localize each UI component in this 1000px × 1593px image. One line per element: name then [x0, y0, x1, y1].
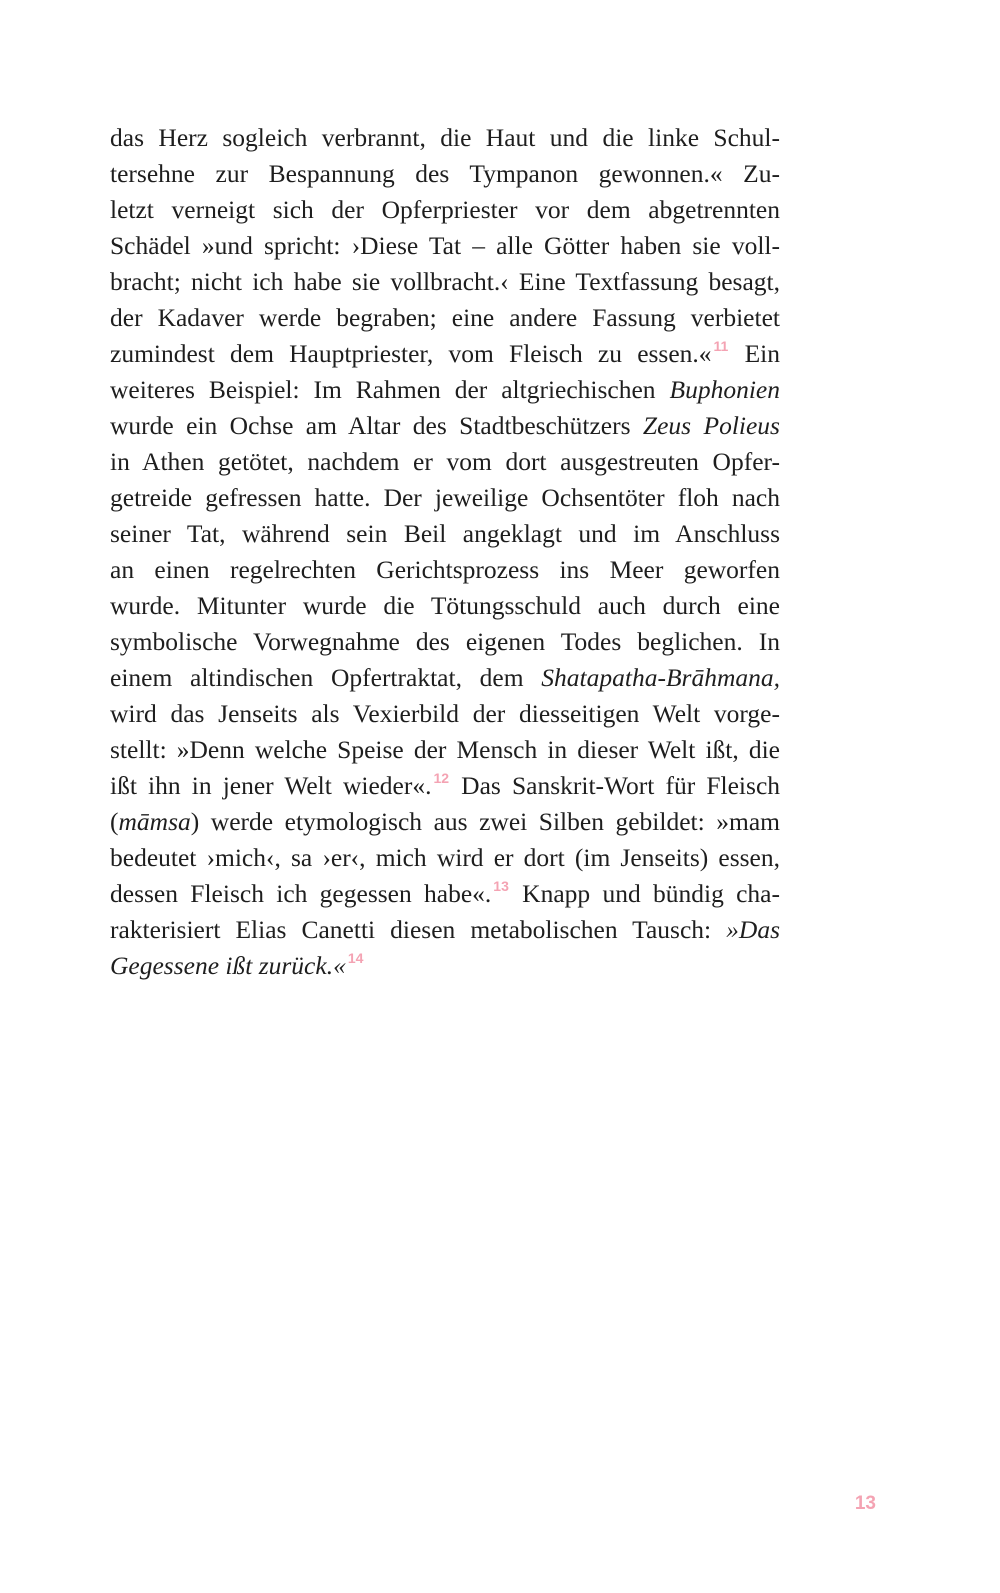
- text-segment: tersehne zur Bespannung des Tympanon gewonnen.« Zu-: [110, 159, 780, 188]
- text-line: [110, 228, 780, 264]
- text-segment: ) werde etymologisch aus zwei Silben gebildet: »mam: [190, 807, 780, 836]
- text-line: [110, 912, 780, 948]
- text-segment: (: [110, 807, 119, 836]
- text-line: [110, 948, 780, 984]
- text-line: [110, 372, 780, 408]
- text-line: [110, 300, 780, 336]
- italic-text: māmsa: [118, 807, 191, 836]
- text-segment: dessen Fleisch ich gegessen habe«.: [110, 879, 492, 908]
- text-line: [110, 444, 780, 480]
- text-segment: zumindest dem Hauptpriester, vom Fleisch zu essen.«: [110, 339, 712, 368]
- text-segment: symbolische Vorwegnahme des eigenen Todes beglichen. In: [110, 627, 780, 656]
- text-segment: an einen regelrechten Gerichtsprozess ins Meer geworfen: [110, 555, 780, 584]
- footnote-ref: 13: [493, 878, 509, 894]
- text-segment: der Kadaver werde begraben; eine andere Fassung verbietet: [110, 303, 780, 332]
- page-number: 13: [854, 1493, 876, 1514]
- italic-text: Gegessene ißt zurück.«: [110, 951, 346, 980]
- text-line: [110, 660, 780, 696]
- text-segment: einem altindischen Opfertraktat, dem: [110, 663, 542, 692]
- italic-text: Zeus Polieus: [642, 411, 780, 440]
- italic-text: Buphonien: [669, 375, 780, 404]
- body-text: [110, 120, 780, 984]
- text-line: [110, 408, 780, 444]
- text-segment: Das Sanskrit-Wort für Fleisch: [450, 771, 781, 800]
- text-line: [110, 768, 780, 804]
- text-line: [110, 696, 780, 732]
- text-line: [110, 516, 780, 552]
- text-segment: getreide gefressen hatte. Der jeweilige Ochsentöter floh nach: [110, 483, 780, 512]
- text-line: [110, 552, 780, 588]
- text-line: [110, 732, 780, 768]
- text-line: [110, 624, 780, 660]
- text-segment: bracht; nicht ich habe sie vollbracht.‹ Eine Textfassung besagt,: [110, 267, 780, 296]
- text-segment: in Athen getötet, nachdem er vom dort ausgestreuten Opfer-: [110, 447, 780, 476]
- text-segment: wird das Jenseits als Vexierbild der diesseitigen Welt vorge-: [110, 699, 780, 728]
- text-segment: bedeutet ›mich‹, sa ›er‹, mich wird er dort (im Jenseits) essen,: [110, 843, 780, 872]
- footnote-ref: 14: [347, 950, 364, 966]
- text-segment: das Herz sogleich verbrannt, die Haut und die linke Schul-: [110, 123, 780, 152]
- text-line: [110, 156, 780, 192]
- text-segment: wurde. Mitunter wurde die Tötungsschuld auch durch eine: [110, 591, 780, 620]
- text-line: [110, 264, 780, 300]
- text-line: [110, 840, 780, 876]
- text-line: [110, 804, 780, 840]
- text-segment: Schädel »und spricht: ›Diese Tat – alle Götter haben sie voll-: [110, 231, 780, 260]
- text-segment: letzt verneigt sich der Opferpriester vor dem abgetrennten: [110, 195, 780, 224]
- text-segment: Ein: [729, 339, 780, 368]
- text-segment: weiteres Beispiel: Im Rahmen der altgriechischen: [110, 375, 670, 404]
- italic-text: Shatapatha-Brāhmana,: [541, 663, 780, 692]
- text-segment: stellt: »Denn welche Speise der Mensch in dieser Welt ißt, die: [110, 735, 780, 764]
- text-line: [110, 192, 780, 228]
- text-segment: rakterisiert Elias Canetti diesen metabolischen Tausch:: [110, 915, 727, 944]
- footnote-ref: 11: [713, 338, 729, 354]
- text-line: [110, 588, 780, 624]
- text-line: [110, 120, 780, 156]
- text-segment: seiner Tat, während sein Beil angeklagt und im Anschluss: [110, 519, 780, 548]
- text-segment: Knapp und bündig cha-: [509, 879, 780, 908]
- text-line: [110, 336, 780, 372]
- italic-text: »Das: [726, 915, 780, 944]
- text-segment: ißt ihn in jener Welt wieder«.: [110, 771, 432, 800]
- text-line: [110, 480, 780, 516]
- footnote-ref: 12: [433, 770, 450, 786]
- text-segment: wurde ein Ochse am Altar des Stadtbeschützers: [110, 411, 643, 440]
- text-line: [110, 876, 780, 912]
